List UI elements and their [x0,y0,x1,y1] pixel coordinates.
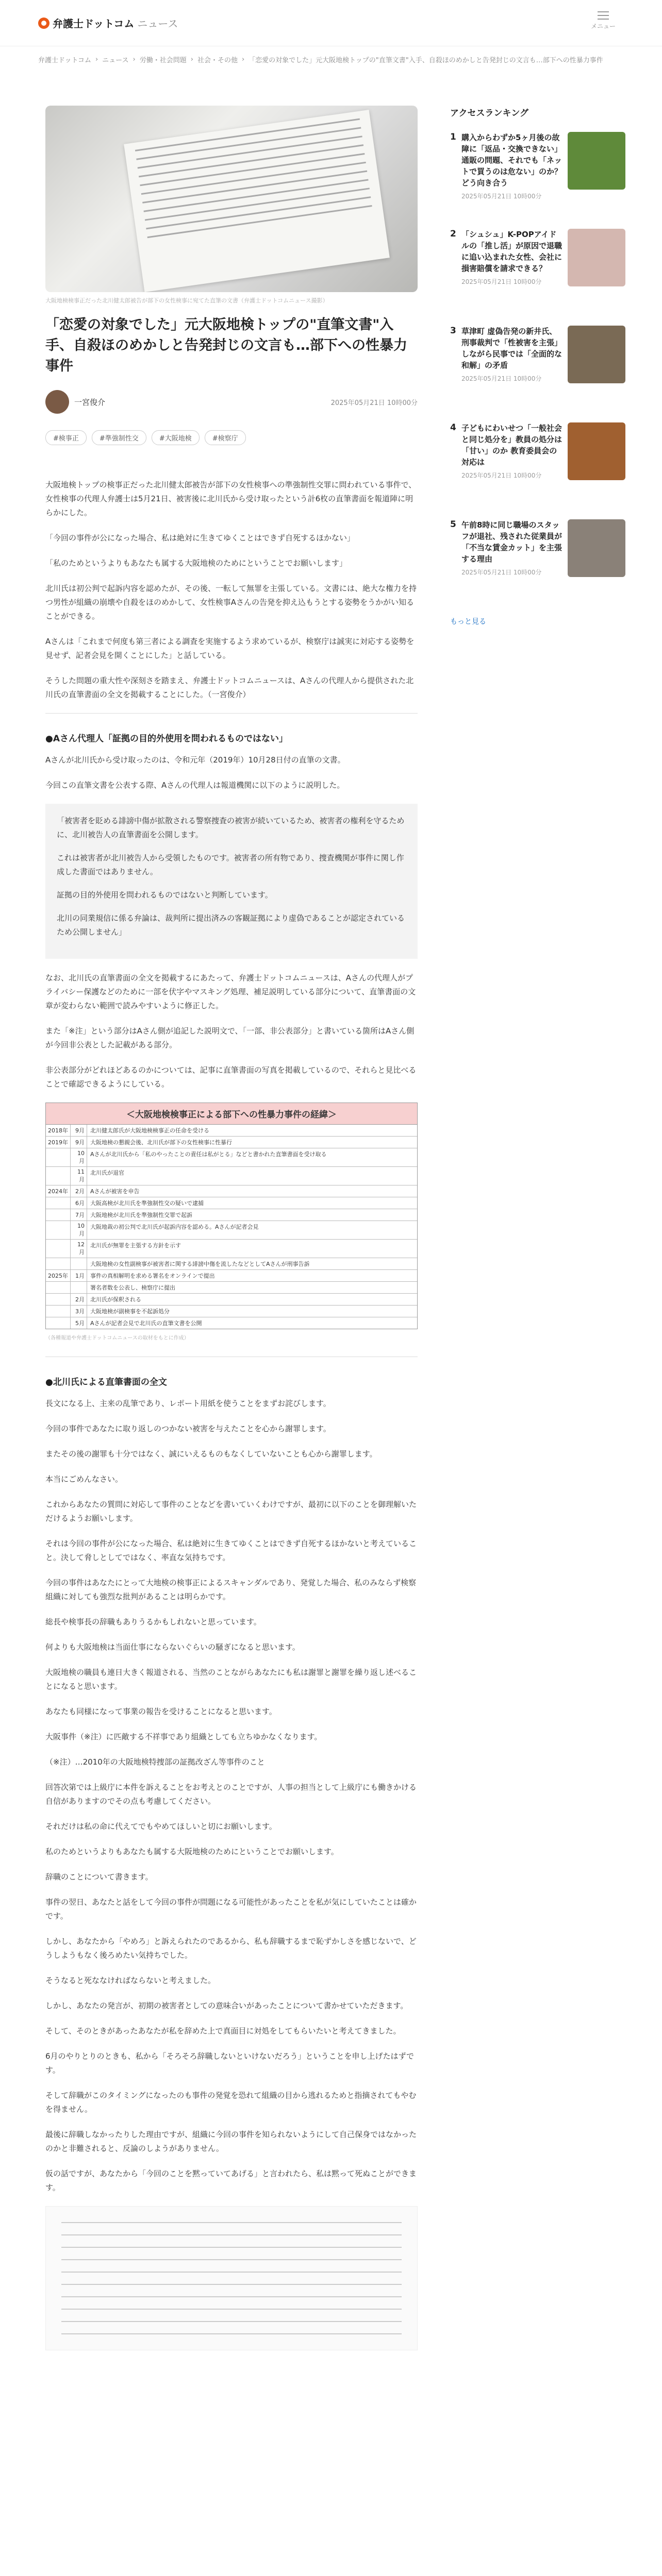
timeline-row [46,1294,417,1306]
timeline-cell [46,1148,71,1166]
letter-paragraph: それだけは私の命に代えてでもやめてほしいと切にお願いします。 [45,1822,277,1831]
timeline-cell: 大阪高検が北川氏を準強制性交の疑いで逮捕 [90,1200,204,1207]
timeline-row [46,1197,417,1209]
paragraph: 非公表部分がどれほどあるのかについては、記事に直筆書面の写真を掲載しているので、それらと見比べることで確認できるようにしている。 [45,1065,417,1089]
breadcrumb-item[interactable]: 社会・その他 [197,56,238,64]
timeline-cell: 署名者数を公表し、検察庁に提出 [90,1284,175,1291]
section-heading: ●北川氏による直筆書面の全文 [45,1377,167,1387]
timeline-cell: 5月 [71,1317,87,1329]
letter-paragraph: 本当にごめんなさい。 [45,1475,123,1484]
author-name[interactable]: 一宮俊介 [74,397,106,407]
ranking-number: 5 [450,519,456,530]
breadcrumb: 弁護士ドットコム › ニュース › 労働・社会問題 › 社会・その他 › 「恋愛の対象でした」元大阪地検トップの"直筆文書"入手、自殺ほのめかしと告発封じの文言も…部下への性暴力事件 [38,55,603,64]
letter-paragraph: 私のためというよりもあなたも属する大阪地検のためにということでお願いします。 [45,1847,339,1856]
timeline-cell: 2025年 [46,1270,71,1281]
timeline-cell [71,1258,87,1269]
letter-paragraph: （※注）…2010年の大阪地検特捜部の証拠改ざん等事件のこと [45,1757,265,1767]
timeline-cell: 12月 [71,1240,87,1258]
timeline-table [45,1103,418,1329]
timeline-cell: 2024年 [46,1185,71,1197]
timeline-cell: 2月 [71,1185,87,1197]
timeline-cell [46,1306,71,1317]
paragraph: Aさんは「これまで何度も第三者による調査を実施するよう求めているが、検察庁は誠実に対応する姿勢を見せず、記者会見を開くことにした」と話している。 [45,637,415,660]
timeline-cell: 10月 [71,1148,87,1166]
tag[interactable]: #検事正 [45,430,87,445]
quote-paragraph: 北川の同業規信に係る弁論は、裁判所に提出済みの客観証拠により虚偽であることが認定されているため公開しません」 [57,913,405,937]
timeline-row [46,1317,417,1329]
ranking-date: 2025年05月21日 10時00分 [461,472,542,479]
timeline-cell: 10月 [71,1221,87,1239]
timeline-cell [71,1282,87,1293]
article-body [45,478,418,2350]
quote-paragraph: 「被害者を貶める誹謗中傷が拡散される警察捜査の被害が続いているため、被害者の権利を守るために、北川被告人の直筆書面を公開します。 [57,816,405,839]
paragraph: 大阪地検トップの検事正だった北川健太郎被告が部下の女性検事への準強制性交罪に問われている事件で、女性検事の代理人弁護士は5月21日、被害後に北川氏から受け取ったという計6枚の直筆書面を報道陣に明らかにした。 [45,480,417,517]
timeline-cell: 9月 [71,1137,87,1148]
letter-paragraph: しかし、あなたから「やめろ」と訴えられたのであるから、私も辞職するまで恥ずかしさを感じないで、どうしようもなく後ろめたい気持ちでした。 [45,1937,417,1960]
breadcrumb-item[interactable]: ニュース [102,56,129,64]
letter-paragraph: そして辞職がこのタイミングになったのも事件の発覚を恐れて組織の目から逃れるためと指摘されてもやむを得ません。 [45,2091,417,2114]
letter-paragraph: 6月のやりとりのときも、私から「そろそろ辞職しないといけないだろう」ということを申し上げたはずです。 [45,2052,414,2075]
section-heading: ●Aさん代理人「証拠の目的外使用を問われるものではない」 [45,734,288,744]
letter-paragraph: 回答次第では上級庁に本件を訴えることをお考えとのことですが、人事の担当として上級庁にも働きかける自信がありますのでその点も考慮してください。 [45,1783,417,1806]
letter-paragraph: それは今回の事件が公になった場合、私は絶対に生きてゆくことはできず自死するほかないと考えていること。決して脅しとしてではなく、率直な気持ちです。 [45,1539,417,1562]
paragraph: なお、北川氏の直筆書面の全文を掲載するにあたって、弁護士ドットコムニュースは、Aさんの代理人がプライバシー保護などのために一部を伏字やマスキング処理、補足説明している部分について、直筆書面の文章が変わらない範囲で読みやすいように修正した。 [45,973,416,1010]
timeline-row [46,1240,417,1258]
quote-box [45,804,418,959]
breadcrumb-current: 「恋愛の対象でした」元大阪地検トップの"直筆文書"入手、自殺ほのめかしと告発封じの文言も…部下への性暴力事件 [249,56,603,64]
timeline-cell: 11月 [71,1167,87,1185]
timeline-row [46,1185,417,1197]
timeline-row [46,1282,417,1294]
letter-paragraph: 大阪地検の職員も連日大きく報道される、当然のことながらあなたにも私は謝罪と謝罪を繰り返し述べることになると思います。 [45,1668,417,1691]
timeline-row [46,1125,417,1137]
ranking-number: 3 [450,326,456,336]
letter-scan-image [45,2206,418,2350]
paragraph: 「今回の事件が公になった場合、私は絶対に生きてゆくことはできず自死するほかない」 [45,533,355,543]
timeline-cell: 大阪地検の懇親会後、北川氏が部下の女性検事に性暴行 [90,1139,232,1146]
hamburger-icon [598,11,609,20]
letter-paragraph: 何よりも大阪地検は当面仕事にならないぐらいの騒ぎになると思います。 [45,1642,300,1652]
letter-paragraph: 長文になる上、主来の乱筆であり、レポート用紙を使うことをまずお詫びします。 [45,1399,331,1408]
timeline-cell [46,1167,71,1185]
paragraph: 「私のためというよりもあなたも属する大阪地検のためにということでお願いします」 [45,558,347,568]
tag[interactable]: #検察庁 [205,430,246,445]
letter-paragraph: 総長や検事長の辞職もありうるかもしれないと思っています。 [45,1617,261,1626]
paragraph: Aさんが北川氏から受け取ったのは、令和元年（2019年）10月28日付の直筆の文書。 [45,755,345,765]
letter-paragraph: しかし、あなたの発言が、初期の被害者としての意味合いがあったことについて書かせていただきます。 [45,2001,408,2010]
timeline-title: ＜大阪地検検事正による部下への性暴力事件の経緯＞ [46,1103,417,1125]
letter-paragraph: そうなると死ななければならないと考えました。 [45,1976,216,1985]
timeline-cell: Aさんが被害を申告 [90,1188,140,1195]
ranking-thumbnail[interactable] [568,519,625,577]
ranking-title[interactable]: 子どもにわいせつ「一般社会と同じ処分を」教員の処分は「甘い」のか 教育委員会の対応は [461,423,562,467]
ranking-thumbnail[interactable] [568,132,625,190]
timeline-cell: 3月 [71,1306,87,1317]
timeline-row [46,1148,417,1167]
author-avatar[interactable] [45,390,69,414]
menu-button[interactable] [591,11,616,30]
logo-subtext: ニュース [137,18,178,30]
timeline-cell [46,1209,71,1221]
timeline-cell: Aさんが記者会見で北川氏の直筆文書を公開 [90,1320,202,1327]
letter-paragraph: 今回の事件であなたに取り返しのつかない被害を与えたことを心から謝罪します。 [45,1424,331,1433]
letter-paragraph: そして、そのときがあったあなたが私を辞めた上で真面目に対処をしてもらいたいと考えてきました。 [45,2026,401,2036]
timeline-cell: 1月 [71,1270,87,1281]
letter-text [45,1397,418,2195]
letter-paragraph: 最後に辞職しなかったりした理由ですが、組織に今回の事件を知られないようにして自己保身ではなかったのかと非難されると、反論のしようがありません。 [45,2130,417,2153]
timeline-cell: 2019年 [46,1137,71,1148]
ranking-thumbnail[interactable] [568,326,625,383]
timeline-cell [46,1240,71,1258]
ranking-thumbnail[interactable] [568,229,625,286]
timeline-cell: 北川氏が無罪を主張する方針を示す [90,1242,181,1249]
article [45,106,418,2350]
author-row [45,389,418,415]
publish-date: 2025年05月21日 10時00分 [330,399,418,407]
site-logo[interactable] [38,15,178,30]
ranking-heading: アクセスランキング [450,108,528,118]
paragraph: そうした問題の重大性や深刻さを踏まえ、弁護士ドットコムニュースは、Aさんの代理人から提供された北川氏の直筆書面の全文を掲載することにした。（一宮俊介） [45,676,414,699]
ranking-date: 2025年05月21日 10時00分 [461,278,542,285]
timeline-cell: 北川氏が退官 [90,1170,124,1176]
more-link[interactable]: もっと見る [450,618,486,626]
letter-paragraph: これからあなたの質問に対応して事件のことなどを書いていくわけですが、最初に以下のことを御理解いただけるようお願いします。 [45,1500,417,1523]
timeline-row [46,1209,417,1221]
ranking-number: 1 [450,132,456,142]
tag-list [45,430,418,445]
timeline-cell: Aさんが北川氏から「私のやったことの責任は私がとる」などと書かれた直筆書面を受け取る [90,1151,327,1158]
letter-paragraph: 辞職のことについて書きます。 [45,1872,153,1882]
logo-text: 弁護士ドットコム [53,18,135,30]
quote-paragraph: これは被害者が北川被告人から受領したものです。被害者の所有物であり、捜査機関が事件に関し作成した書面ではありません。 [57,853,404,876]
ranking-item[interactable] [450,519,625,602]
timeline-cell: 大阪地検の女性副検事が被害者に関する誹謗中傷を流したなどとしてAさんが刑事告訴 [90,1261,310,1267]
timeline-cell [46,1197,71,1209]
timeline-cell: 事件の真相解明を求める署名をオンラインで提出 [90,1273,215,1279]
site-header [0,0,662,46]
timeline-row [46,1221,417,1240]
letter-paragraph: 事件の翌日、あなたと話をして今回の事件が問題になる可能性があったことを私が気にしていたことは確かです。 [45,1897,417,1921]
ranking-item[interactable] [450,422,625,505]
timeline-row [46,1306,417,1317]
timeline-cell [46,1294,71,1305]
ranking-item[interactable] [450,326,625,408]
timeline-cell: 6月 [71,1197,87,1209]
timeline-caption: （各種報道や弁護士ドットコムニュースの取材をもとに作成） [45,1335,189,1341]
letter-paragraph: またその後の謝罪も十分ではなく、誠にいえるものもなくしていないことも心から謝罪します。 [45,1449,377,1459]
ranking-title[interactable]: 購入からわずか5ヶ月後の故障に「返品・交換できない」通販の問題、それでも「ネットで買うのは危ない」のか？どう向き合う [461,133,562,188]
ranking-title[interactable]: 「シュシュ」K-POPアイドルの「推し活」が原因で退職に追い込まれた女性、会社に損害賠償を請求できる？ [461,230,562,273]
paragraph: 北川氏は初公判で起訴内容を認めたが、その後、一転して無罪を主張している。文書には、絶大な権力を持つ男性が組織の崩壊や自殺をほのめかして、女性検事Aさんの告発を抑え込もうとする姿勢をうかがい知ることができる。 [45,584,417,621]
ranking-item[interactable] [450,229,625,311]
timeline-row [46,1270,417,1282]
paragraph: また「※注」という部分はAさん側が追記した説明文で、「一部、非公表部分」と書いている箇所はAさん側が今回非公表とした記載がある部分。 [45,1026,415,1049]
ranking-title[interactable]: 午前8時に同じ職場のスタッフが退社、残された従業員が「不当な賃金カット」を主張する理由 [461,520,562,564]
quote-paragraph: 証拠の目的外使用を問われるものではないと判断しています。 [57,890,273,900]
letter-paragraph: 大阪事件（※注）に匹敵する不祥事であり組織としても立ちゆかなくなります。 [45,1732,322,1741]
hero-image [45,106,418,292]
logo-mark-icon [38,18,49,29]
timeline-cell: 北川健太郎氏が大阪地検検事正の任命を受ける [90,1127,209,1134]
ranking-number: 4 [450,422,456,433]
timeline-cell [46,1221,71,1239]
timeline-row [46,1258,417,1270]
breadcrumb-item[interactable]: 労働・社会問題 [139,56,187,64]
ranking-thumbnail[interactable] [568,422,625,480]
ranking-title[interactable]: 草津町 虚偽告発の新井氏、刑事裁判で「性被害を主張」しながら民事では「全面的な和解」の矛盾 [461,327,562,370]
ranking-date: 2025年05月21日 10時00分 [461,569,542,576]
timeline-cell: 大阪地裁の初公判で北川氏が起訴内容を認める。Aさんが記者会見 [90,1224,259,1230]
timeline-cell [46,1317,71,1329]
timeline-cell: 大阪地検が北川氏を準強制性交罪で起訴 [90,1212,192,1218]
timeline-cell [46,1258,71,1269]
timeline-cell: 9月 [71,1125,87,1136]
letter-paragraph: あなたも同様になって事業の報告を受けることになると思います。 [45,1707,277,1716]
letter-paragraph: 仮の話ですが、あなたから「今回のことを黙っていてあげる」と言われたら、私は黙って死ぬことができます。 [45,2169,417,2192]
tag[interactable]: #準強制性交 [92,430,146,445]
tag[interactable]: #大阪地検 [152,430,200,445]
timeline-cell [46,1282,71,1293]
timeline-row [46,1137,417,1148]
timeline-cell: 大阪地検が副検事を不起訴処分 [90,1308,170,1315]
letter-paragraph: 今回の事件はあなたにとって大地検の検事正によるスキャンダルであり、発覚した場合、私のみならず検察組織に対しても強烈な批判があることは明らかです。 [45,1578,417,1601]
ranking-item[interactable] [450,132,625,214]
paragraph: 今回この直筆文書を公表する際、Aさんの代理人は報道機関に以下のように説明した。 [45,781,345,790]
image-caption: 大阪地検検事正だった北川健太郎被告が部下の女性検事に宛てた直筆の文書（弁護士ドットコムニュース撮影） [45,297,328,304]
timeline-cell: 7月 [71,1209,87,1221]
sidebar-ranking [450,106,625,626]
timeline-cell: 2月 [71,1294,87,1305]
timeline-cell: 北川氏が保釈される [90,1296,141,1303]
breadcrumb-item[interactable]: 弁護士ドットコム [38,56,91,64]
timeline-cell: 2018年 [46,1125,71,1136]
timeline-row [46,1167,417,1185]
ranking-number: 2 [450,229,456,239]
menu-label: メニュー [591,23,616,30]
article-title: 「恋愛の対象でした」元大阪地検トップの"直筆文書"入手、自殺ほのめかしと告発封じの文言も…部下への性暴力事件 [45,317,407,374]
ranking-date: 2025年05月21日 10時00分 [461,375,542,382]
ranking-date: 2025年05月21日 10時00分 [461,193,542,200]
